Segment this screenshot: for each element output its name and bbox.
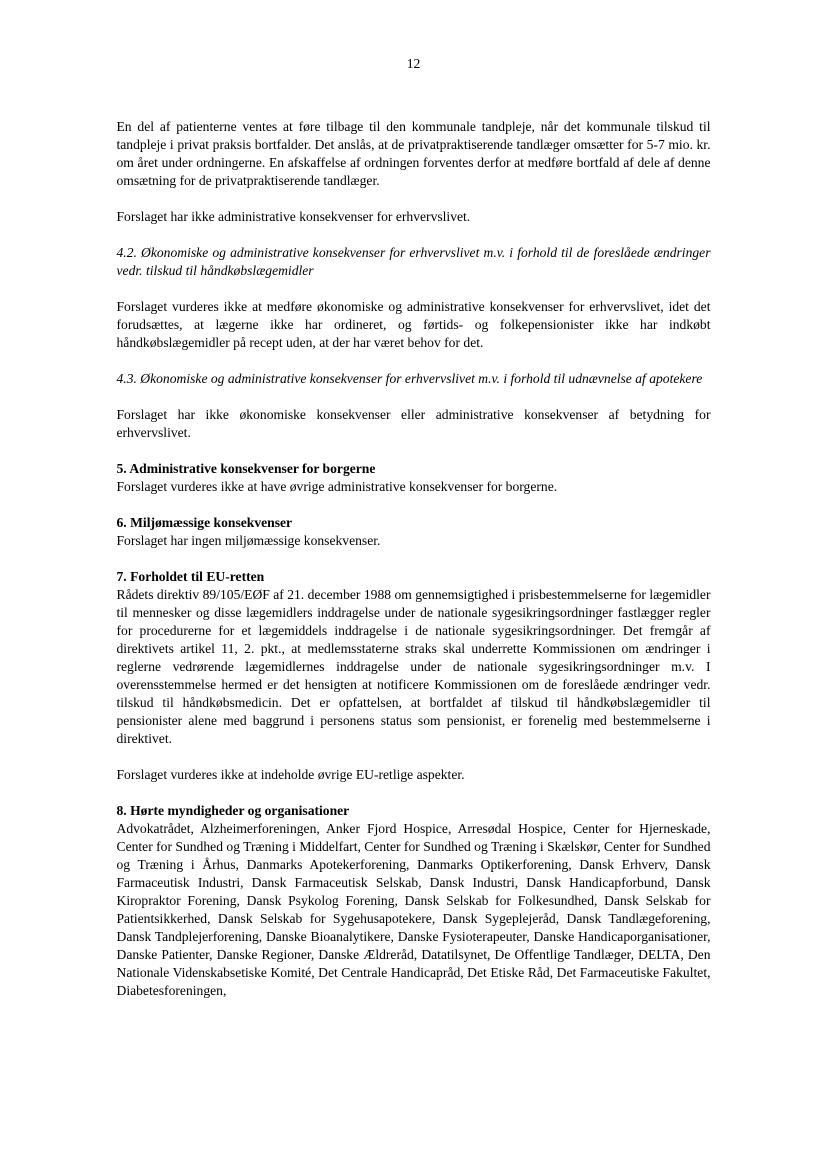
section-4-3-paragraph: Forslaget har ikke økonomiske konsekvenser eller administrative konsekvenser af betydning for erhvervslivet. [116, 407, 711, 440]
section-7-heading: 7. Forholdet til EU-retten [116, 569, 265, 584]
section-8-paragraph-organisations: Advokatrådet, Alzheimerforeningen, Anker Fjord Hospice, Arresødal Hospice, Center for Hjerneskade, Center for Sundhed og Træning i Middelfart, Center for Sundhed og Træning i Skælskør, Center for Sundhed og Træning i Århus, Danmarks Apotekerforening, Danmarks Optikerforening, Dansk Erhverv, Dansk Farmaceutisk Industri, Dansk Farmaceutisk Selskab, Dansk Industri, Dansk Handicapforbund, Dansk Kiropraktor Forening, Dansk Psykolog Forening, Dansk Selskab for Folkesundhed, Dansk Selskab for Patientsikkerhed, Dansk Selskab for Sygehusapotekere, Dansk Sygeplejeråd, Dansk Tandlægeforening, Dansk Tandplejerforening, Danske Bioanalytikere, Danske Fysioterapeuter, Danske Handicaporganisationer, Danske Patienter, Danske Regioner, Danske Ældreråd, Datatilsynet, De Offentlige Tandlæger, DELTA, Den Nationale Videnskabsetiske Komité, Det Centrale Handicapråd, Det Etiske Råd, Det Farmaceutiske Fakultet, Diabetesforeningen, [116, 821, 711, 998]
section-4-3-heading: 4.3. Økonomiske og administrative konsekvenser for erhvervslivet m.v. i forhold til udnævnelse af apotekere [116, 371, 703, 386]
section-5-paragraph: Forslaget vurderes ikke at have øvrige administrative konsekvenser for borgerne. [116, 479, 558, 494]
section-7-paragraph-eu-aspects: Forslaget vurderes ikke at indeholde øvrige EU-retlige aspekter. [116, 767, 465, 782]
section-6 [117, 514, 711, 550]
section-4-2-paragraph: Forslaget vurderes ikke at medføre økonomiske og administrative konsekvenser for erhvervslivet, idet det forudsættes, at lægerne ikke har ordineret, og førtids- og folkepensionister ikke har indkøbt håndkøbslægemidler på recept uden, at der har været behov for det. [116, 299, 711, 350]
section-8-heading: 8. Hørte myndigheder og organisationer [116, 803, 350, 818]
section-5 [117, 460, 711, 496]
section-4-2-heading: 4.2. Økonomiske og administrative konsekvenser for erhvervslivet m.v. i forhold til de foreslåede ændringer vedr. tilskud til håndkøbslægemidler [116, 245, 711, 278]
section-6-heading: 6. Miljømæssige konsekvenser [116, 515, 293, 530]
page-number: 12 [406, 56, 421, 71]
section-6-paragraph: Forslaget har ingen miljømæssige konsekvenser. [116, 533, 381, 548]
section-8 [117, 802, 711, 1000]
section-7 [117, 568, 711, 748]
section-7-paragraph: Rådets direktiv 89/105/EØF af 21. december 1988 om gennemsigtighed i prisbestemmelserne for lægemidler til mennesker og disse lægemidlers inddragelse under de nationale sygesikringsordninger fastlægger regler for procedurerne for et lægemiddels inddragelse i de nationale sygesikringsordninger. Det fremgår af direktivets artikel 11, 2. pkt., at medlemsstaterne straks skal underrette Kommissionen om ændringer i reglerne vedrørende lægemidlernes inddragelse under de nationale sygesikringsordninger m.v. I overensstemmelse hermed er det hensigten at notificere Kommissionen om de foreslåede ændringer vedr. tilskud til håndkøbsmedicin. Det er opfattelsen, at bortfaldet af tilskud til håndkøbslægemidler til pensionister alene med baggrund i personens status som pensionist, er forenelig med bestemmelserne i direktivet. [116, 587, 711, 746]
paragraph-intro: En del af patienterne ventes at føre tilbage til den kommunale tandpleje, når det kommunale tilskud til tandpleje i privat praksis bortfalder. Det anslås, at de privatpraktiserende tandlæger omsætter for 5-7 mio. kr. om året under ordningerne. En afskaffelse af ordningen forventes derfor at medføre bortfald af dele af denne omsætning for de privatpraktiserende tandlæger. [116, 119, 711, 188]
page-content [117, 0, 711, 1000]
section-5-heading: 5. Administrative konsekvenser for borgerne [116, 461, 376, 476]
paragraph-no-admin-consequences: Forslaget har ikke administrative konsekvenser for erhvervslivet. [116, 209, 471, 224]
